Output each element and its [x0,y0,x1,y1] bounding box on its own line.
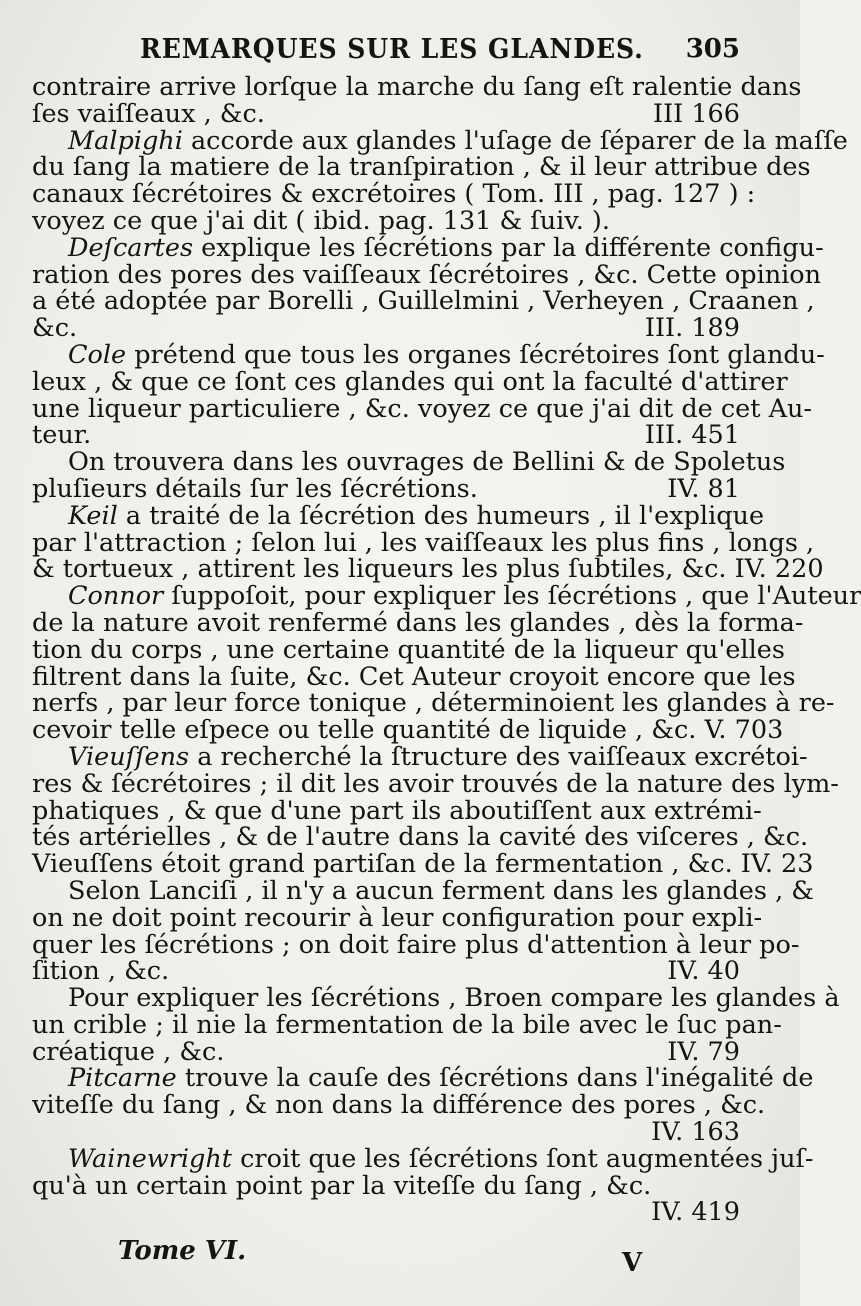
author-name: Connor [68,581,164,612]
line-text: du ſang la matiere de la tranſpiration , & il leur attribue des [32,152,811,183]
author-name: Malpighi [68,125,183,156]
entry [32,581,861,746]
text-line [32,527,815,558]
text-line [32,315,740,342]
volume-page-reference: III 166 [653,98,740,129]
line-text: viteſſe du ſang , & non dans la différence des pores , &c. [32,1090,766,1121]
line-text: a été adoptée par Borelli , Guillelmini , Verheyen , Craanen , [32,286,815,317]
text-line [32,1119,740,1146]
entry [32,125,848,236]
line-text: voyez ce que j'ai dit ( ibid. pag. 131 & ſuiv. ). [32,205,610,236]
text-line [32,152,811,183]
volume-label: Tome VI. [118,1236,247,1266]
entry [32,1143,814,1228]
text-line [32,822,809,853]
text-line [32,339,825,370]
text-line [32,795,762,826]
text-line [32,422,740,449]
line-text: ſition , &c. [32,956,170,987]
entry [32,72,802,129]
text-line [32,205,740,236]
entry [32,339,825,451]
line-text: res & ſécrétoires ; il dit les avoir trouvés de la nature des lym- [32,768,839,799]
text-line [32,958,740,985]
text-line [32,500,765,531]
body-text [32,72,861,1228]
text-line [32,286,815,317]
volume-page-reference: IV. 163 [651,1117,740,1148]
text-line [32,554,824,585]
volume-page-reference: IV. 419 [651,1197,740,1228]
line-text: contraire arrive lorſque la marche du ſang eſt ralentie dans [32,72,802,102]
text-line [32,983,840,1014]
text-line [32,232,824,263]
line-text: qu'à un certain point par la viteſſe du ſang , &c. [32,1170,652,1201]
line-text: croit que les ſécrétions ſont augmentées juſ- [232,1143,814,1174]
text-line [32,929,800,960]
line-text: Pour expliquer les ſécrétions , Broen compare les glandes à [68,983,840,1014]
text-line [32,259,822,290]
line-text: pluſieurs détails ſur les ſécrétions. [32,473,478,504]
line-text: teur. [32,420,92,451]
author-name: Cole [68,339,127,370]
line-text: a traité de la ſécrétion des humeurs , il l'explique [117,500,765,531]
line-text: explique les ſécrétions par la différente configu- [193,232,824,263]
page-number: 305 [685,34,740,64]
line-text: on ne doit point recourir à leur configuration pour expli- [32,902,763,933]
text-line [32,1063,814,1094]
page-header [140,34,740,74]
line-text: tés artérielles , & de l'autre dans la cavité des viſceres , &c. [32,822,809,853]
line-text: & tortueux , attirent les liqueurs les plus ſubtiles, &c. IV. 220 [32,554,824,585]
volume-page-reference: IV. 81 [667,473,740,504]
text-line [32,1143,814,1174]
volume-page-reference: III. 189 [644,313,740,344]
volume-page-reference: IV. 40 [667,956,740,987]
author-name: Vieuſſens [68,741,190,772]
line-text: ration des pores des vaiſſeaux ſécrétoires , &c. Cette opinion [32,259,822,290]
line-text: canaux ſécrétoires & excrétoires ( Tom. III , pag. 127 ) : [32,179,756,210]
line-text: ſes vaiſſeaux , &c. [32,98,265,129]
text-line [32,125,848,156]
entry [32,1063,814,1148]
line-text: nerfs , par leur force tonique , déterminoient les glandes à re- [32,688,835,719]
line-text: créatique , &c. [32,1036,225,1067]
line-text: cevoir telle eſpece ou telle quantité de liquide , &c. V. 703 [32,715,784,746]
entry [32,741,839,880]
page-footer [0,1236,800,1276]
entry [32,875,814,987]
line-text: ſuppoſoit, pour expliquer les ſécrétions , que l'Auteur [163,581,861,612]
line-text: On trouvera dans les ouvrages de Bellini & de Spoletus [68,447,786,478]
text-line [32,607,804,638]
line-text: accorde aux glandes l'uſage de ſéparer de la maſſe [182,125,848,156]
author-name: Pitcarne [68,1063,177,1094]
text-line [32,581,861,612]
line-text: tion du corps , une certaine quantité de la liqueur qu'elles [32,634,785,665]
line-text: Selon Lanciſi , il n'y a aucun ferment dans les glandes , & [68,875,814,906]
entry [32,983,840,1067]
text-line [32,447,786,478]
text-line [32,875,814,906]
author-name: Wainewright [68,1143,233,1174]
text-line [32,634,785,665]
text-line [32,393,813,424]
text-line [32,715,784,746]
author-name: Keil [68,500,118,531]
text-line [32,661,796,692]
line-text: filtrent dans la ſuite, &c. Cet Auteur croyoit encore que les [32,661,796,692]
line-text: une liqueur particuliere , &c. voyez ce que j'ai dit de cet Au- [32,393,813,424]
volume-page-reference: IV. 79 [667,1036,740,1067]
text-line [32,72,802,102]
text-line [32,849,814,880]
running-head: REMARQUES SUR LES GLANDES. [140,34,644,65]
text-line [32,768,839,799]
line-text: phatiques , & que d'une part ils aboutiſſent aux extrémi- [32,795,762,826]
entry [32,500,824,585]
text-line [32,1009,782,1040]
line-text: leux , & que ce ſont ces glandes qui ont la faculté d'attirer [32,366,788,397]
line-text: a recherché la ſtructure des vaiſſeaux excrétoi- [189,741,808,772]
line-text: un crible ; il nie la fermentation de la bile avec le ſuc pan- [32,1009,782,1040]
line-text: de la nature avoit renfermé dans les glandes , dès la forma- [32,607,804,638]
text-line [32,902,763,933]
text-line [32,366,788,397]
text-line [32,179,756,210]
text-line [32,1036,740,1067]
text-line [32,1170,740,1228]
line-text: &c. [32,313,78,344]
volume-page-reference: III. 451 [644,420,740,451]
text-line [32,688,835,719]
text-line [32,741,808,772]
line-text: par l'attraction ; ſelon lui , les vaiſſeaux les plus fins , longs , [32,527,815,558]
text-line [32,473,740,504]
entry [32,447,786,504]
line-text: trouve la cauſe des ſécrétions dans l'inégalité de [176,1063,814,1094]
text-line [32,98,740,129]
entry [32,232,824,344]
line-text: Vieuſſens étoit grand partiſan de la fermentation , &c. IV. 23 [32,849,814,880]
line-text: quer les ſécrétions ; on doit faire plus d'attention à leur po- [32,929,800,960]
signature-mark: V [622,1248,643,1278]
text-line [32,1090,766,1121]
line-text: prétend que tous les organes ſécrétoires ſont glandu- [126,339,825,370]
author-name: Deſcartes [68,232,194,263]
